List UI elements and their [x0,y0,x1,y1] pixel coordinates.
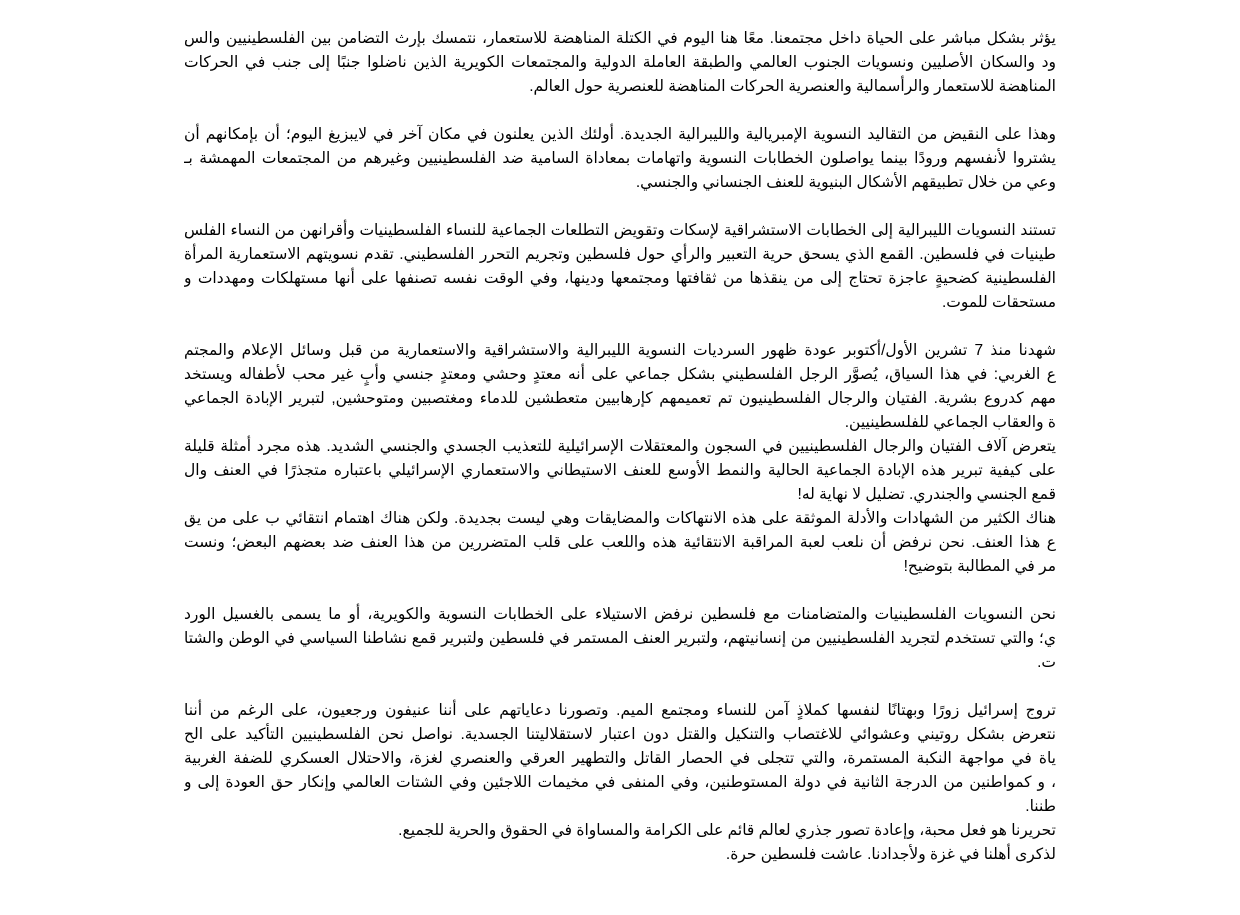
paragraph [184,27,1056,99]
paragraph-spacer [184,315,1056,339]
paragraph-spacer [184,195,1056,219]
paragraph-spacer [184,99,1056,123]
text-line: تروج إسرائيل زورًا وبهتانًا لنفسها كملاذٍ آمن للنساء ومجتمع الميم. وتصورنا دعاياتهم على أننا عنيفون ورجعيون، على الرغم من أننا [184,702,1056,719]
paragraph [184,603,1056,675]
text-line: قمع الجنسي والجندري. تضليل لا نهاية له! [797,486,1056,503]
text-line: تحريرنا هو فعل محبة، وإعادة تصور جذري لعالم قائم على الكرامة والمساواة في الحقوق والحرية للجميع. [398,822,1056,839]
text-line: ة والعقاب الجماعي للفلسطينيين. [844,414,1056,431]
text-line: على كيفية تبرير هذه الإبادة الجماعية الحالية والنمط الأوسع للعنف الاستيطاني والاستعماري الإسرائيلي باعتباره متجذرًا في العنف وال [184,462,1056,479]
text-line: طننا. [1025,798,1056,815]
paragraph-spacer [184,579,1056,603]
document-body [184,27,1056,867]
paragraph [184,435,1056,507]
text-line: مستحقات للموت. [942,294,1056,311]
text-line: يشتروا لأنفسهم ورودًا بينما يواصلون الخطابات النسوية واتهامات بمعاداة السامية ضد الفلسطينيين وغيرهم من المجتمعات المهمشة بـ [184,150,1056,167]
text-line: تستند النسويات الليبرالية إلى الخطابات الاستشراقية لإسكات وتقويض التطلعات الجماعية للنساء الفلسطينيات وأقرانهن من النساء الفلس [184,222,1056,239]
text-line: ، و كمواطنين من الدرجة الثانية في دولة المستوطنين، وفي المنفى في مخيمات اللاجئين وفي الشتات العالمي وإنكار حق العودة إلى و [184,774,1056,791]
text-line: مر في المطالبة بتوضيح! [903,558,1056,575]
text-line: ياة في مواجهة النكبة المستمرة، والتي تتجلى في الحصار القاتل والتطهير العرقي والعنصري لغزة، والاحتلال العسكري للضفة الغربية [184,750,1056,767]
text-line: يؤثر بشكل مباشر على الحياة داخل مجتمعنا. معًا هنا اليوم في الكتلة المناهضة للاستعمار، نتمسك بإرث التضامن بين الفلسطينيين والس [184,30,1056,47]
text-line: وعي من خلال تطبيقهم الأشكال البنيوية للعنف الجنساني والجنسي. [635,174,1056,191]
paragraph [184,699,1056,819]
paragraph [184,507,1056,579]
paragraph [184,819,1056,843]
text-line: طينيات في فلسطين. القمع الذي يسحق حرية التعبير والرأي حول فلسطين وتجريم التحرر الفلسطيني. تقدم نسويتهم الاستعمارية المرأة [184,246,1056,263]
text-line: مهم كدروع بشرية. الفتيان والرجال الفلسطينيون تم تعميمهم كإرهابيين متعطشين للدماء ومغتصبين ومتوحشين, لتبرير الإبادة الجماعي [184,390,1056,407]
text-line: المناهضة للاستعمار والرأسمالية والعنصرية الحركات المناهضة للعنصرية حول العالم. [529,78,1056,95]
text-line: ي؛ والتي تستخدم لتجريد الفلسطينيين من إنسانيتهم، ولتبرير العنف المستمر في فلسطين ولتبرير قمع نشاطنا السياسي في الوطن والشتا [184,630,1056,647]
paragraph [184,219,1056,315]
text-line: ت. [1037,654,1056,671]
paragraph-spacer [184,675,1056,699]
text-line: ع هذا العنف. نحن نرفض أن نلعب لعبة المراقبة الانتقائية هذه واللعب على قلب المتضررين من هذا العنف ضد بعضهم البعض؛ ونست [184,534,1056,551]
text-line: نتعرض بشكل روتيني وعشوائي للاغتصاب والتنكيل والقتل دون اعتبار لاستقلاليتنا الجسدية. نواصل نحن الفلسطينيين التأكيد على الح [184,726,1056,743]
paragraph [184,843,1056,867]
text-line: وهذا على النقيض من التقاليد النسوية الإمبريالية والليبرالية الجديدة. أولئك الذين يعلنون في مكان آخر في لايبزيغ اليوم؛ أن بإمكانهم أن [184,126,1056,143]
text-line: نحن النسويات الفلسطينيات والمتضامنات مع فلسطين نرفض الاستيلاء على الخطابات النسوية والكويرية، أو ما يسمى بالغسيل الورد [184,606,1056,623]
text-line: الفلسطينية كضحيةٍ عاجزة تحتاج إلى من ينقذها من ثقافتها ومجتمعها ودينها، وفي الوقت نفسه تصنفها على أنها مستهلكات ومهددات و [184,270,1056,287]
paragraph [184,339,1056,435]
text-line: هناك الكثير من الشهادات والأدلة الموثقة على هذه الانتهاكات والمضايقات وهي ليست بجديدة. ولكن هناك اهتمام انتقائي ب على من يق [184,510,1056,527]
text-line: لذكرى أهلنا في غزة ولأجدادنا. عاشت فلسطين حرة. [725,846,1056,863]
text-line: يتعرض آلاف الفتيان والرجال الفلسطينيين في السجون والمعتقلات الإسرائيلية للتعذيب الجسدي والجنسي الشديد. هذه مجرد أمثلة قليلة [184,438,1056,455]
text-line: شهدنا منذ 7 تشرين الأول/أكتوبر عودة ظهور السرديات النسوية الليبرالية والاستشراقية والاستعمارية من قبل وسائل الإعلام والمجتم [184,342,1056,359]
text-line: ود والسكان الأصليين ونسويات الجنوب العالمي والطبقة العاملة الدولية والمجتمعات الكويرية الذين ناضلوا جنبًا إلى جنب في الحركات [184,54,1056,71]
text-line: ع الغربي: في هذا السياق، يُصوَّر الرجل الفلسطيني بشكل جماعي على أنه معتدٍ وحشي ومعتدٍ جنسي وأبٍ غير محب لأطفاله ويستخد [184,366,1056,383]
paragraph [184,123,1056,195]
